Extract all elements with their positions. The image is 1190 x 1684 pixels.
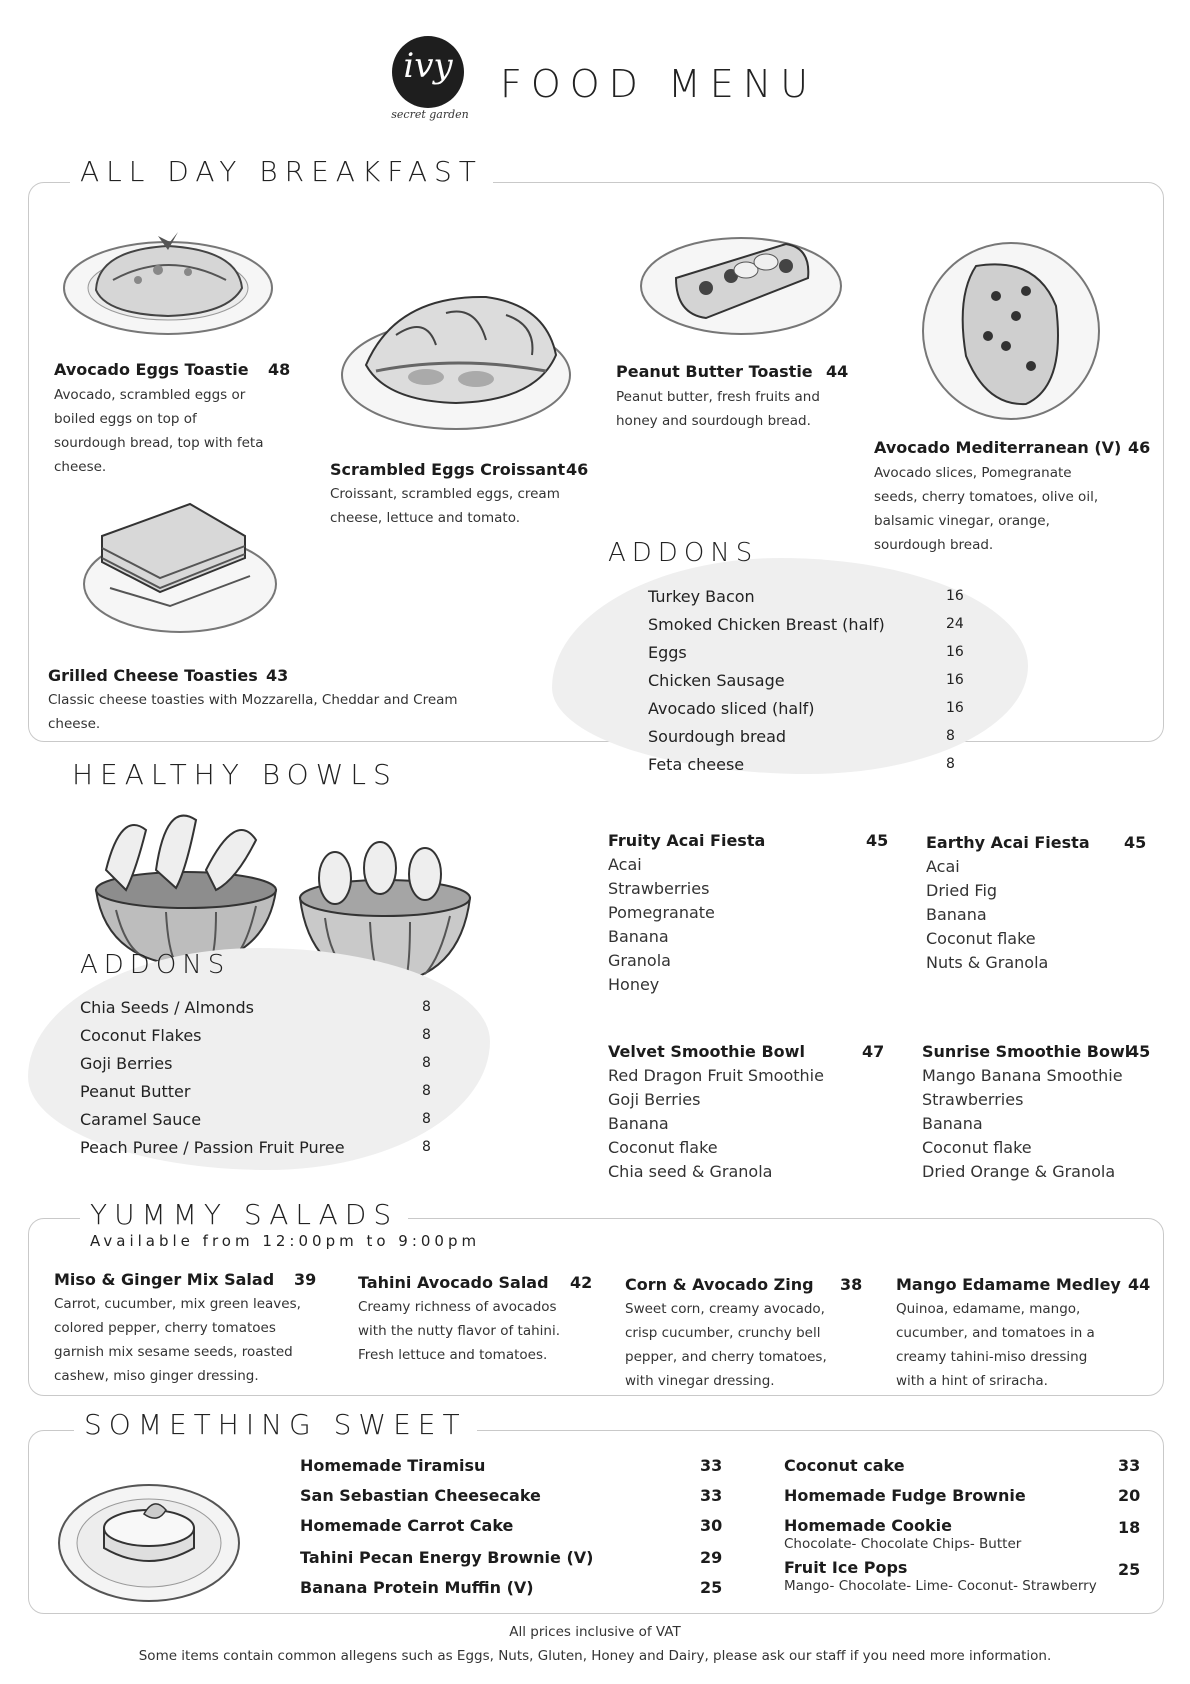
bowl-ingredient: Mango Banana Smoothie xyxy=(922,1066,1123,1085)
bowl-price: 45 xyxy=(1128,1042,1151,1061)
salad-description: Creamy richness of avocados with the nutty flavor of tahini. Fresh lettuce and tomatoes. xyxy=(358,1299,560,1363)
addon-name: Goji Berries xyxy=(80,1054,173,1073)
croissant-illustration xyxy=(336,285,576,435)
salad-description: Quinoa, edamame, mango, cucumber, and tomatoes in a creamy tahini-miso dressing with a hint of sriracha. xyxy=(896,1301,1095,1389)
bowl-ingredient: Dried Orange & Granola xyxy=(922,1162,1116,1181)
dessert-name: Homemade Cookie xyxy=(784,1516,952,1535)
addon-name: Chicken Sausage xyxy=(648,671,785,690)
salad-price: 42 xyxy=(570,1273,593,1292)
bowl-ingredient: Acai xyxy=(608,855,642,874)
salad-price: 44 xyxy=(1128,1275,1151,1294)
addon-price: 16 xyxy=(946,672,964,688)
salad-name: Corn & Avocado Zing xyxy=(625,1275,814,1294)
bowl-ingredient: Strawberries xyxy=(922,1090,1024,1109)
addon-price: 16 xyxy=(946,644,964,660)
item-price: 43 xyxy=(266,666,289,685)
addon-price: 8 xyxy=(422,1083,431,1099)
footer-vat-note: All prices inclusive of VAT xyxy=(509,1624,681,1640)
addons-heading: ADDONS xyxy=(80,950,231,980)
addon-price: 8 xyxy=(422,999,431,1015)
addon-name: Caramel Sauce xyxy=(80,1110,202,1129)
bowl-ingredient: Banana xyxy=(926,905,987,924)
dessert-name: San Sebastian Cheesecake xyxy=(300,1486,541,1505)
item-description: Peanut butter, fresh fruits and honey and sourdough bread. xyxy=(616,389,820,429)
bowl-ingredient: Strawberries xyxy=(608,879,710,898)
bowl-price: 47 xyxy=(862,1042,885,1061)
bowl-ingredient: Coconut flake xyxy=(608,1138,718,1157)
bowl-ingredient: Banana xyxy=(922,1114,983,1133)
dessert-price: 33 xyxy=(1118,1456,1141,1475)
dessert-price: 18 xyxy=(1118,1518,1141,1537)
salads-heading: YUMMY SALADS xyxy=(80,1198,408,1231)
item-name: Avocado Eggs Toastie xyxy=(54,360,249,379)
item-price: 46 xyxy=(1128,438,1151,457)
bowl-ingredient: Nuts & Granola xyxy=(926,953,1049,972)
logo-subtitle: secret garden xyxy=(391,108,469,121)
salad-name: Miso & Ginger Mix Salad xyxy=(54,1270,275,1289)
breakfast-heading: ALL DAY BREAKFAST xyxy=(70,155,493,188)
addon-name: Feta cheese xyxy=(648,755,745,774)
item-name: Avocado Mediterranean (V) xyxy=(874,438,1122,457)
addon-name: Eggs xyxy=(648,643,687,662)
bowl-price: 45 xyxy=(1124,833,1147,852)
addon-name: Peach Puree / Passion Fruit Puree xyxy=(80,1138,345,1157)
bowl-ingredient: Red Dragon Fruit Smoothie xyxy=(608,1066,824,1085)
addon-price: 16 xyxy=(946,588,964,604)
bowl-ingredient: Pomegranate xyxy=(608,903,715,922)
avocado-toast-illustration xyxy=(58,210,278,340)
bowl-ingredient: Acai xyxy=(926,857,960,876)
addon-price: 8 xyxy=(946,756,955,772)
addon-name: Sourdough bread xyxy=(648,727,787,746)
item-description: Classic cheese toasties with Mozzarella, Cheddar and Cream cheese. xyxy=(48,692,458,732)
dessert-price: 33 xyxy=(700,1486,723,1505)
bowls-heading: HEALTHY BOWLS xyxy=(62,758,408,791)
dessert-name: Homemade Carrot Cake xyxy=(300,1516,514,1535)
sweet-heading: SOMETHING SWEET xyxy=(74,1408,477,1441)
bowl-ingredient: Chia seed & Granola xyxy=(608,1162,773,1181)
bowl-ingredient: Granola xyxy=(608,951,671,970)
bowl-price: 45 xyxy=(866,831,889,850)
bowl-ingredient: Coconut flake xyxy=(922,1138,1032,1157)
dessert-price: 30 xyxy=(700,1516,723,1535)
bowl-name: Sunrise Smoothie Bowl xyxy=(922,1042,1131,1061)
salad-price: 39 xyxy=(294,1270,317,1289)
item-description: Croissant, scrambled eggs, cream cheese, lettuce and tomato. xyxy=(330,486,560,526)
addon-price: 8 xyxy=(422,1055,431,1071)
salad-name: Mango Edamame Medley xyxy=(896,1275,1121,1294)
addon-price: 8 xyxy=(422,1027,431,1043)
dessert-price: 25 xyxy=(700,1578,723,1597)
addon-price: 16 xyxy=(946,700,964,716)
item-name: Grilled Cheese Toasties xyxy=(48,666,258,685)
bowl-name: Earthy Acai Fiesta xyxy=(926,833,1090,852)
addon-name: Smoked Chicken Breast (half) xyxy=(648,615,885,634)
dessert-name: Banana Protein Muffin (V) xyxy=(300,1578,534,1597)
dessert-name: Homemade Fudge Brownie xyxy=(784,1486,1026,1505)
addon-price: 8 xyxy=(422,1111,431,1127)
item-price: 48 xyxy=(268,360,291,379)
addons-heading: ADDONS xyxy=(608,538,759,568)
item-price: 46 xyxy=(566,460,589,479)
grilled-cheese-illustration xyxy=(80,496,280,636)
dessert-variants: Mango- Chocolate- Lime- Coconut- Strawberry xyxy=(784,1578,1097,1594)
salad-name: Tahini Avocado Salad xyxy=(358,1273,549,1292)
dessert-name: Homemade Tiramisu xyxy=(300,1456,486,1475)
addon-name: Coconut Flakes xyxy=(80,1026,202,1045)
addon-price: 8 xyxy=(422,1139,431,1155)
addon-name: Avocado sliced (half) xyxy=(648,699,815,718)
item-description: Avocado, scrambled eggs or boiled eggs on top of sourdough bread, top with feta cheese. xyxy=(54,387,264,475)
salad-description: Sweet corn, creamy avocado, crisp cucumber, crunchy bell pepper, and cherry tomatoes, with vinegar dressing. xyxy=(625,1301,827,1389)
bowl-ingredient: Goji Berries xyxy=(608,1090,701,1109)
addon-name: Chia Seeds / Almonds xyxy=(80,998,254,1017)
footer-allergen-note: Some items contain common allegens such as Eggs, Nuts, Gluten, Honey and Dairy, please ask our staff if you need more information. xyxy=(138,1648,1052,1664)
item-name: Scrambled Eggs Croissant xyxy=(330,460,566,479)
avocado-mediterranean-illustration xyxy=(916,236,1106,426)
addon-name: Turkey Bacon xyxy=(648,587,755,606)
dessert-price: 29 xyxy=(700,1548,723,1567)
bowl-name: Velvet Smoothie Bowl xyxy=(608,1042,805,1061)
peanut-butter-toast-illustration xyxy=(636,218,846,338)
dessert-name: Fruit Ice Pops xyxy=(784,1558,908,1577)
bowl-ingredient: Banana xyxy=(608,1114,669,1133)
dessert-name: Coconut cake xyxy=(784,1456,905,1475)
bowl-ingredient: Dried Fig xyxy=(926,881,998,900)
dessert-name: Tahini Pecan Energy Brownie (V) xyxy=(300,1548,594,1567)
cake-illustration xyxy=(54,1458,244,1608)
addon-name: Peanut Butter xyxy=(80,1082,191,1101)
item-price: 44 xyxy=(826,362,849,381)
bowl-ingredient: Honey xyxy=(608,975,660,994)
acai-bowl-illustration xyxy=(86,800,286,970)
addon-price: 24 xyxy=(946,616,964,632)
bowl-name: Fruity Acai Fiesta xyxy=(608,831,766,850)
addon-price: 8 xyxy=(946,728,955,744)
salad-description: Carrot, cucumber, mix green leaves, colored pepper, cherry tomatoes garnish mix sesame seeds, roasted cashew, miso ginger dressing. xyxy=(54,1296,301,1384)
bowl-ingredient: Coconut flake xyxy=(926,929,1036,948)
logo-text: ivy xyxy=(403,46,453,86)
item-name: Peanut Butter Toastie xyxy=(616,362,813,381)
logo xyxy=(392,36,464,108)
dessert-price: 33 xyxy=(700,1456,723,1475)
dessert-price: 25 xyxy=(1118,1560,1141,1579)
page-title: FOOD MENU xyxy=(500,62,818,106)
dessert-variants: Chocolate- Chocolate Chips- Butter xyxy=(784,1536,1022,1552)
bowl-ingredient: Banana xyxy=(608,927,669,946)
dessert-price: 20 xyxy=(1118,1486,1141,1505)
item-description: Avocado slices, Pomegranate seeds, cherry tomatoes, olive oil, balsamic vinegar, orange, sourdough bread. xyxy=(874,465,1099,553)
salads-subheading: Available from 12:00pm to 9:00pm xyxy=(90,1232,481,1250)
salad-price: 38 xyxy=(840,1275,863,1294)
